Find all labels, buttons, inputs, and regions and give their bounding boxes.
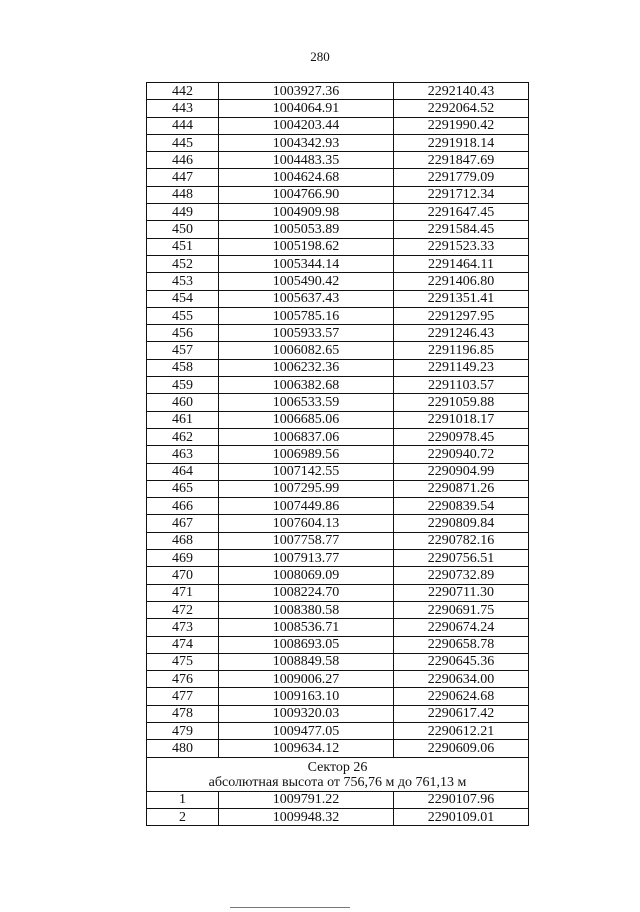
- x-coordinate-cell: 1005198.62: [219, 238, 394, 255]
- y-coordinate-cell: 2290658.78: [394, 636, 529, 653]
- x-coordinate-cell: 1005637.43: [219, 290, 394, 307]
- x-coordinate-cell: 1004766.90: [219, 186, 394, 203]
- point-number-cell: 454: [147, 290, 219, 307]
- point-number-cell: 1: [147, 791, 219, 808]
- y-coordinate-cell: 2290711.30: [394, 584, 529, 601]
- table-row: [147, 377, 529, 394]
- x-coordinate-cell: 1004909.98: [219, 204, 394, 221]
- point-number-cell: 465: [147, 480, 219, 497]
- table-row: [147, 740, 529, 757]
- point-number-cell: 446: [147, 152, 219, 169]
- table-row: [147, 100, 529, 117]
- y-coordinate-cell: 2290634.00: [394, 671, 529, 688]
- table-row: [147, 498, 529, 515]
- x-coordinate-cell: 1009006.27: [219, 671, 394, 688]
- x-coordinate-cell: 1004342.93: [219, 134, 394, 151]
- x-coordinate-cell: 1005933.57: [219, 325, 394, 342]
- point-number-cell: 459: [147, 377, 219, 394]
- x-coordinate-cell: 1009791.22: [219, 791, 394, 808]
- point-number-cell: 453: [147, 273, 219, 290]
- x-coordinate-cell: 1006382.68: [219, 377, 394, 394]
- y-coordinate-cell: 2290617.42: [394, 705, 529, 722]
- y-coordinate-cell: 2292140.43: [394, 83, 529, 100]
- x-coordinate-cell: 1008224.70: [219, 584, 394, 601]
- x-coordinate-cell: 1004064.91: [219, 100, 394, 117]
- x-coordinate-cell: 1009320.03: [219, 705, 394, 722]
- y-coordinate-cell: 2290612.21: [394, 722, 529, 739]
- point-number-cell: 447: [147, 169, 219, 186]
- point-number-cell: 449: [147, 204, 219, 221]
- sector-table-body: [147, 791, 529, 826]
- table-row: [147, 550, 529, 567]
- y-coordinate-cell: 2290940.72: [394, 446, 529, 463]
- x-coordinate-cell: 1009634.12: [219, 740, 394, 757]
- point-number-cell: 477: [147, 688, 219, 705]
- x-coordinate-cell: 1007449.86: [219, 498, 394, 515]
- point-number-cell: 468: [147, 532, 219, 549]
- x-coordinate-cell: 1006989.56: [219, 446, 394, 463]
- y-coordinate-cell: 2291406.80: [394, 273, 529, 290]
- table-row: [147, 307, 529, 324]
- table-row: [147, 688, 529, 705]
- table-row: [147, 204, 529, 221]
- x-coordinate-cell: 1004624.68: [219, 169, 394, 186]
- sector-header: [147, 757, 529, 791]
- point-number-cell: 445: [147, 134, 219, 151]
- table-row: [147, 705, 529, 722]
- y-coordinate-cell: 2291584.45: [394, 221, 529, 238]
- table-row: [147, 169, 529, 186]
- table-row: [147, 601, 529, 618]
- sector-header-row: [147, 757, 529, 791]
- point-number-cell: 464: [147, 463, 219, 480]
- y-coordinate-cell: 2291712.34: [394, 186, 529, 203]
- table-row: [147, 653, 529, 670]
- point-number-cell: 460: [147, 394, 219, 411]
- x-coordinate-cell: 1007142.55: [219, 463, 394, 480]
- table-row: [147, 463, 529, 480]
- x-coordinate-cell: 1008380.58: [219, 601, 394, 618]
- y-coordinate-cell: 2291918.14: [394, 134, 529, 151]
- y-coordinate-cell: 2291246.43: [394, 325, 529, 342]
- point-number-cell: 467: [147, 515, 219, 532]
- x-coordinate-cell: 1007295.99: [219, 480, 394, 497]
- x-coordinate-cell: 1009477.05: [219, 722, 394, 739]
- y-coordinate-cell: 2290871.26: [394, 480, 529, 497]
- x-coordinate-cell: 1009948.32: [219, 808, 394, 825]
- point-number-cell: 476: [147, 671, 219, 688]
- table-row: [147, 411, 529, 428]
- point-number-cell: 461: [147, 411, 219, 428]
- y-coordinate-cell: 2290732.89: [394, 567, 529, 584]
- table-row: [147, 325, 529, 342]
- y-coordinate-cell: 2290624.68: [394, 688, 529, 705]
- x-coordinate-cell: 1005490.42: [219, 273, 394, 290]
- x-coordinate-cell: 1004203.44: [219, 117, 394, 134]
- point-number-cell: 480: [147, 740, 219, 757]
- scan-edge-line: [230, 907, 350, 908]
- point-number-cell: 443: [147, 100, 219, 117]
- point-number-cell: 479: [147, 722, 219, 739]
- point-number-cell: 478: [147, 705, 219, 722]
- coordinates-table: [146, 82, 529, 826]
- y-coordinate-cell: 2290674.24: [394, 619, 529, 636]
- y-coordinate-cell: 2291779.09: [394, 169, 529, 186]
- table-row: [147, 428, 529, 445]
- x-coordinate-cell: 1008693.05: [219, 636, 394, 653]
- table-row: [147, 186, 529, 203]
- sector-height-range: абсолютная высота от 756,76 м до 761,13 м: [208, 774, 467, 790]
- point-number-cell: 469: [147, 550, 219, 567]
- y-coordinate-cell: 2290809.84: [394, 515, 529, 532]
- y-coordinate-cell: 2290107.96: [394, 791, 529, 808]
- y-coordinate-cell: 2291297.95: [394, 307, 529, 324]
- point-number-cell: 473: [147, 619, 219, 636]
- y-coordinate-cell: 2291149.23: [394, 359, 529, 376]
- sector-header-body: [147, 757, 529, 791]
- x-coordinate-cell: 1006837.06: [219, 428, 394, 445]
- x-coordinate-cell: 1008536.71: [219, 619, 394, 636]
- point-number-cell: 442: [147, 83, 219, 100]
- x-coordinate-cell: 1006685.06: [219, 411, 394, 428]
- x-coordinate-cell: 1006232.36: [219, 359, 394, 376]
- y-coordinate-cell: 2290782.16: [394, 532, 529, 549]
- point-number-cell: 450: [147, 221, 219, 238]
- page-number: 280: [310, 49, 330, 64]
- y-coordinate-cell: 2291523.33: [394, 238, 529, 255]
- point-number-cell: 451: [147, 238, 219, 255]
- table-row: [147, 480, 529, 497]
- point-number-cell: 452: [147, 255, 219, 272]
- x-coordinate-cell: 1005785.16: [219, 307, 394, 324]
- x-coordinate-cell: 1004483.35: [219, 152, 394, 169]
- point-number-cell: 475: [147, 653, 219, 670]
- table-row: [147, 671, 529, 688]
- y-coordinate-cell: 2290609.06: [394, 740, 529, 757]
- y-coordinate-cell: 2290645.36: [394, 653, 529, 670]
- point-number-cell: 448: [147, 186, 219, 203]
- table-row: [147, 567, 529, 584]
- table-row: [147, 394, 529, 411]
- point-number-cell: 462: [147, 428, 219, 445]
- table-row: [147, 152, 529, 169]
- point-number-cell: 463: [147, 446, 219, 463]
- coordinates-table-body: [147, 83, 529, 758]
- point-number-cell: 2: [147, 808, 219, 825]
- table-row: [147, 359, 529, 376]
- table-row: [147, 221, 529, 238]
- y-coordinate-cell: 2290691.75: [394, 601, 529, 618]
- point-number-cell: 474: [147, 636, 219, 653]
- y-coordinate-cell: 2290978.45: [394, 428, 529, 445]
- y-coordinate-cell: 2290109.01: [394, 808, 529, 825]
- table-row: [147, 290, 529, 307]
- x-coordinate-cell: 1008069.09: [219, 567, 394, 584]
- point-number-cell: 466: [147, 498, 219, 515]
- point-number-cell: 456: [147, 325, 219, 342]
- table-row: [147, 255, 529, 272]
- x-coordinate-cell: 1005053.89: [219, 221, 394, 238]
- sector-title: Сектор 26: [307, 759, 368, 775]
- y-coordinate-cell: 2292064.52: [394, 100, 529, 117]
- x-coordinate-cell: 1008849.58: [219, 653, 394, 670]
- table-row: [147, 134, 529, 151]
- y-coordinate-cell: 2291196.85: [394, 342, 529, 359]
- table-row: [147, 619, 529, 636]
- y-coordinate-cell: 2291847.69: [394, 152, 529, 169]
- x-coordinate-cell: 1006082.65: [219, 342, 394, 359]
- y-coordinate-cell: 2291990.42: [394, 117, 529, 134]
- x-coordinate-cell: 1009163.10: [219, 688, 394, 705]
- y-coordinate-cell: 2291647.45: [394, 204, 529, 221]
- x-coordinate-cell: 1006533.59: [219, 394, 394, 411]
- y-coordinate-cell: 2291464.11: [394, 255, 529, 272]
- y-coordinate-cell: 2290904.99: [394, 463, 529, 480]
- x-coordinate-cell: 1007758.77: [219, 532, 394, 549]
- point-number-cell: 472: [147, 601, 219, 618]
- table-row: [147, 515, 529, 532]
- y-coordinate-cell: 2291103.57: [394, 377, 529, 394]
- y-coordinate-cell: 2290839.54: [394, 498, 529, 515]
- table-row: [147, 117, 529, 134]
- x-coordinate-cell: 1005344.14: [219, 255, 394, 272]
- table-row: [147, 342, 529, 359]
- table-row: [147, 273, 529, 290]
- point-number-cell: 455: [147, 307, 219, 324]
- point-number-cell: 444: [147, 117, 219, 134]
- table-row: [147, 584, 529, 601]
- x-coordinate-cell: 1007913.77: [219, 550, 394, 567]
- x-coordinate-cell: 1003927.36: [219, 83, 394, 100]
- point-number-cell: 470: [147, 567, 219, 584]
- y-coordinate-cell: 2291059.88: [394, 394, 529, 411]
- y-coordinate-cell: 2290756.51: [394, 550, 529, 567]
- point-number-cell: 458: [147, 359, 219, 376]
- x-coordinate-cell: 1007604.13: [219, 515, 394, 532]
- table-row: [147, 791, 529, 808]
- y-coordinate-cell: 2291018.17: [394, 411, 529, 428]
- table-row: [147, 238, 529, 255]
- y-coordinate-cell: 2291351.41: [394, 290, 529, 307]
- table-row: [147, 808, 529, 825]
- table-row: [147, 722, 529, 739]
- point-number-cell: 457: [147, 342, 219, 359]
- point-number-cell: 471: [147, 584, 219, 601]
- table-row: [147, 446, 529, 463]
- table-row: [147, 636, 529, 653]
- table-row: [147, 532, 529, 549]
- table-row: [147, 83, 529, 100]
